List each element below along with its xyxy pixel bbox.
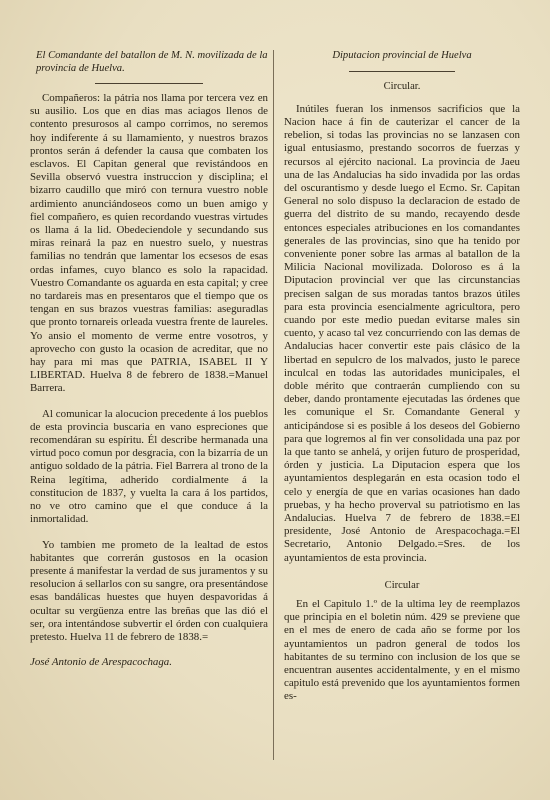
right-header-rule — [349, 71, 455, 72]
second-circular-paragraph: En el Capitulo 1.º de la ultima ley de reemplazos que principia en el boletin núm. 429 se previene que en el mes de enero de cada año se forme por los ayuntamientos un padron general de todos los habitantes de su termino con inclusion de los que se encuentran ausentes accidentalmente, y en el mismo capitulo está prevenido que los ayuntamientos formen es- — [284, 598, 520, 703]
signature: José Antonio de Arespacochaga. — [30, 656, 172, 669]
right-column — [284, 50, 520, 704]
column-divider — [273, 50, 274, 760]
left-header: El Comandante del batallon de M. N. movilizada de la provincia de Huelva. — [36, 50, 268, 74]
second-circular-heading: Circular — [384, 579, 420, 591]
circular-heading: Circular. — [383, 80, 421, 92]
proclamation-paragraph: Compañeros: la pátria nos llama por tercera vez en su ausilio. Los que en dias mas aciagos llenos de contento presurosos al campo corrimos, no seremos hoy indiferente á su llamamiento, y nuestros brazos prontos serán á defender la causa que combaten los esclavos. El Capitan general que revistándoos en Sevilla observó vuestra instruccion y disciplina; el bizarro caudillo que miró con ternura vuestro noble ardimiento anunciándoseos como un buen amigo y fiel compañero, es quien recordando vuestras virtudes os llama á la lid. Obedeciendole y secundando sus miras reinará la paz en nuestro suelo, y nuestras familias no tendrán que lamentar los ecsesos de esas ordas infames, cuyo blanco es solo la rapacidad. Vuestro Comandante os aguarda en esta capital; y cree no tardareis mas en presentaros que el tiempo que os tengan en sus brazos vuestras familias: aseguradlas que pronto tornareis orleada vuestra frente de laureles. Yo ansio el momento de verme entre vosotros, y aprovecho con gusto la ocasion de acreditar, que no hay para mi mas que PATRIA, ISABEL II Y LIBERTAD. Huelva 8 de febrero de 1838.=Manuel Barrera. — [30, 92, 268, 395]
left-header-rule — [95, 83, 202, 84]
commentary-paragraph: Al comunicar la alocucion precedente á los pueblos de esta provincia buscaria en vano espreciones que recomendáran su espíritu. Él describe hermanada una virtud poco comun por desgracia, con la bizarría de un antiguo soldado de la pátria. Fiel Barrera al trono de la Reina legítima, adherido cordialmente á la constitucion de 1837, y vuelta la cara á los partidos, no ve otro camino que el que conduce á la inmortalidad. — [30, 407, 268, 526]
circular-paragraph: Inútiles fueran los inmensos sacrificios que la Nacion hace á fin de cauterizar el cancer de la rebelion, si todas las provincias no se lanzasen con igual entusiasmo, prestando socorros de fuerzas y recursos al ejército nacional. La provincia de Jaeu una de las Andalucias ha sido invadida por las ordas del oscurantismo y desde luego el Ecmo. Sr. Capitan General no solo dispuso la declaracion de estado de guerra del distrito de su mando, recayendo desde entonces especiales atribuciones en los comandantes generales de las provincias, sino que ha tenido por conveniente poner sobre las armas al batallon de la Milicia Nacional movilizada. Doloroso es á la Diputacion provincial ver que las circunstancias precisen salgan de sus moradas tantos brazos útiles para esta provincia esencialmente agricultora, pero cuando por este medio puedan evitarse males sin cuento, y acaso tal vez concurriendo con las demas de Andalucias hacer convertir este pais clásico de la libertad en sepulcro de los malvados, justo le parece inculcal en todas las autoridades municipales, el doble mérito que contraerán cumpliendo con su deber, dando prontamente ejecutadas las órdenes que les comunique el Sr. Comandante General y anticipándose si es posible á los deseos del Gobierno para que logremos al fin ver consolidada una paz por la que tanto se anhelá, y orijen futuro de prosperidad, órden y justicia. La Diputacion espera que los ayuntamientos desplegarán en esta ocasion todo el celo y energía de que en varias ocasiones han dado pruebas, y ha hecho proverval su patriotismo en las Andalucias. Huelva 7 de febrero de 1838.=El presidente, José Antonio de Arespacochaga.=El Secretario, Antonio Delgado.=Sres. de los ayuntamientos de esta provincia. — [284, 102, 520, 564]
closing-paragraph: Yo tambien me prometo de la lealtad de estos habitantes que correrán gustosos en la ocasion presente á manifestar la verdad de sus juramentos y su resolucion á sellarlos con su sangre, ora presentándose esas bandálicas huestes que huyen despavoridas á ocultar su vergüenza entre las breñas que las dió el ser, ora intentándose subvertir el órden con cualquiera pretesto. Huelva 11 de febrero de 1838.= — [30, 538, 268, 643]
right-header: Diputacion provincial de Huelva — [332, 50, 472, 61]
left-column — [30, 50, 268, 669]
